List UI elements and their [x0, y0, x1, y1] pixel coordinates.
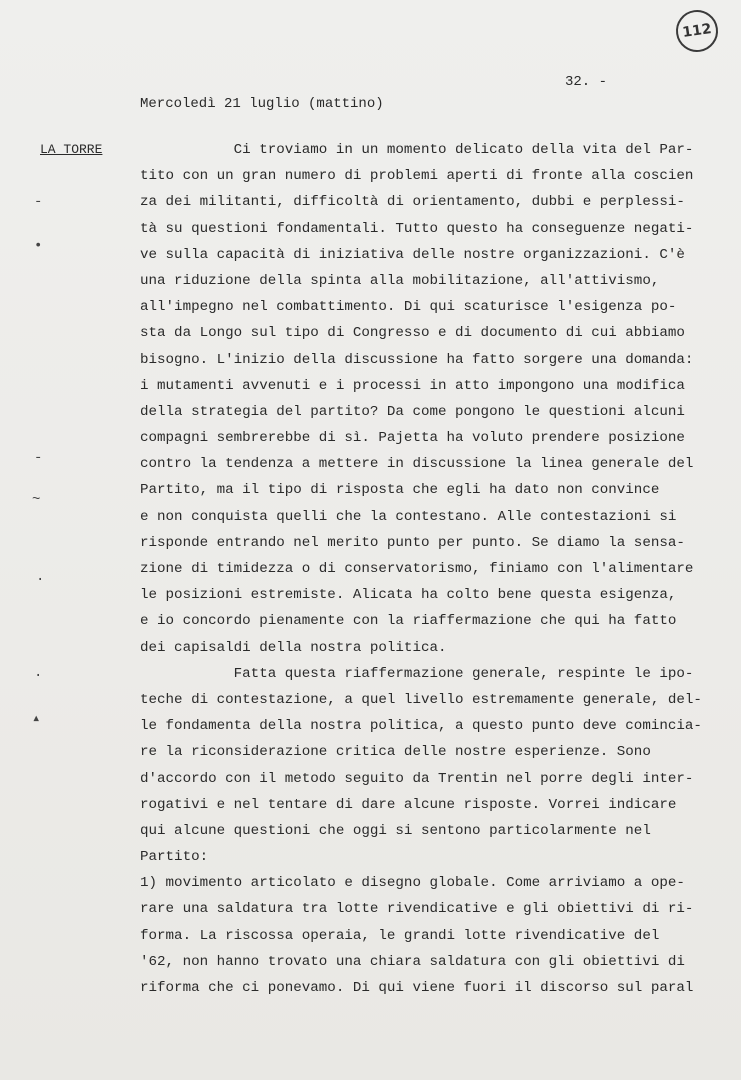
text-line: risponde entrando nel merito punto per punto. Se diamo la sensa- — [140, 534, 685, 551]
text-line: le posizioni estremiste. Alicata ha colto bene questa esigenza, — [140, 587, 677, 604]
text-line: re la riconsiderazione critica delle nostre esperienze. Sono — [140, 744, 651, 761]
text-line: zione di timidezza o di conservatorismo, finiamo con l'alimentare — [140, 561, 694, 577]
archive-page-stamp: 112 — [673, 7, 720, 54]
margin-dot-mark: · — [36, 572, 45, 588]
text-line: d'accordo con il metodo seguito da Trentin nel porre degli inter- — [140, 770, 694, 787]
text-line: Partito, ma il tipo di risposta che egli ha dato non convince — [140, 482, 660, 499]
text-line: i mutamenti avvenuti e i processi in atto impongono una modifica — [140, 377, 685, 394]
text-line: della strategia del partito? Da come pongono le questioni alcuni — [140, 403, 685, 420]
text-line: forma. La riscossa operaia, le grandi lotte rivendicative del — [140, 927, 660, 944]
margin-dot-mark: · — [34, 668, 43, 684]
text-line: rare una saldatura tra lotte rivendicative e gli obiettivi di ri- — [140, 901, 694, 918]
text-line: Partito: — [140, 849, 209, 866]
text-line: za dei militanti, difficoltà di orientamento, dubbi e perplessi- — [140, 194, 685, 211]
text-line: bisogno. L'inizio della discussione ha fatto sorgere una domanda: — [140, 351, 694, 368]
page-number: 32. - — [565, 74, 608, 90]
text-line: Ci troviamo in un momento delicato della vita del Par- — [140, 142, 694, 158]
margin-dash-mark: ~ — [32, 492, 41, 508]
text-line: e io concordo pienamente con la riaffermazione che qui ha fatto — [140, 613, 677, 630]
text-line: Fatta questa riaffermazione generale, respinte le ipo- — [140, 665, 694, 682]
speaker-name: LA TORRE — [40, 142, 103, 157]
text-line: compagni sembrerebbe di sì. Pajetta ha voluto prendere posizione — [140, 430, 685, 447]
text-line: tito con un gran numero di problemi aperti di fronte alla coscien — [140, 168, 694, 185]
text-line: qui alcune questioni che oggi si sentono particolarmente nel — [140, 822, 651, 839]
text-line: le fondamenta della nostra politica, a questo punto deve comincia- — [140, 718, 702, 735]
margin-arrow-mark: ▴ — [32, 711, 41, 727]
text-line: riforma che ci ponevamo. Di qui viene fuori il discorso sul paral — [140, 980, 694, 996]
text-line: dei capisaldi della nostra politica. — [140, 639, 447, 656]
text-line: '62, non hanno trovato una chiara saldatura con gli obiettivi di — [140, 953, 685, 970]
text-line: rogativi e nel tentare di dare alcune risposte. Vorrei indicare — [140, 796, 677, 813]
text-line: ve sulla capacità di iniziativa delle nostre organizzazioni. C'è — [140, 246, 685, 263]
text-line: teche di contestazione, a quel livello estremamente generale, del- — [140, 691, 702, 708]
text-line: sta da Longo sul tipo di Congresso e di documento di cui abbiamo — [140, 325, 685, 342]
text-line: contro la tendenza a mettere in discussione la linea generale del — [140, 456, 694, 473]
margin-dash-mark: - — [34, 194, 43, 210]
text-line: tà su questioni fondamentali. Tutto questo ha conseguenze negati- — [140, 220, 694, 237]
text-line: e non conquista quelli che la contestano. Alle contestazioni si — [140, 508, 677, 525]
text-line: all'impegno nel combattimento. Di qui scaturisce l'esigenza po- — [140, 299, 677, 316]
text-line: 1) movimento articolato e disegno globale. Come arriviamo a ope- — [140, 875, 685, 892]
margin-dot-mark: - — [34, 450, 43, 466]
date-heading: Mercoledì 21 luglio (mattino) — [140, 96, 384, 112]
margin-dot-mark: • — [34, 238, 43, 254]
typed-body-text — [140, 137, 720, 1001]
text-line: una riduzione della spinta alla mobilitazione, all'attivismo, — [140, 272, 660, 289]
